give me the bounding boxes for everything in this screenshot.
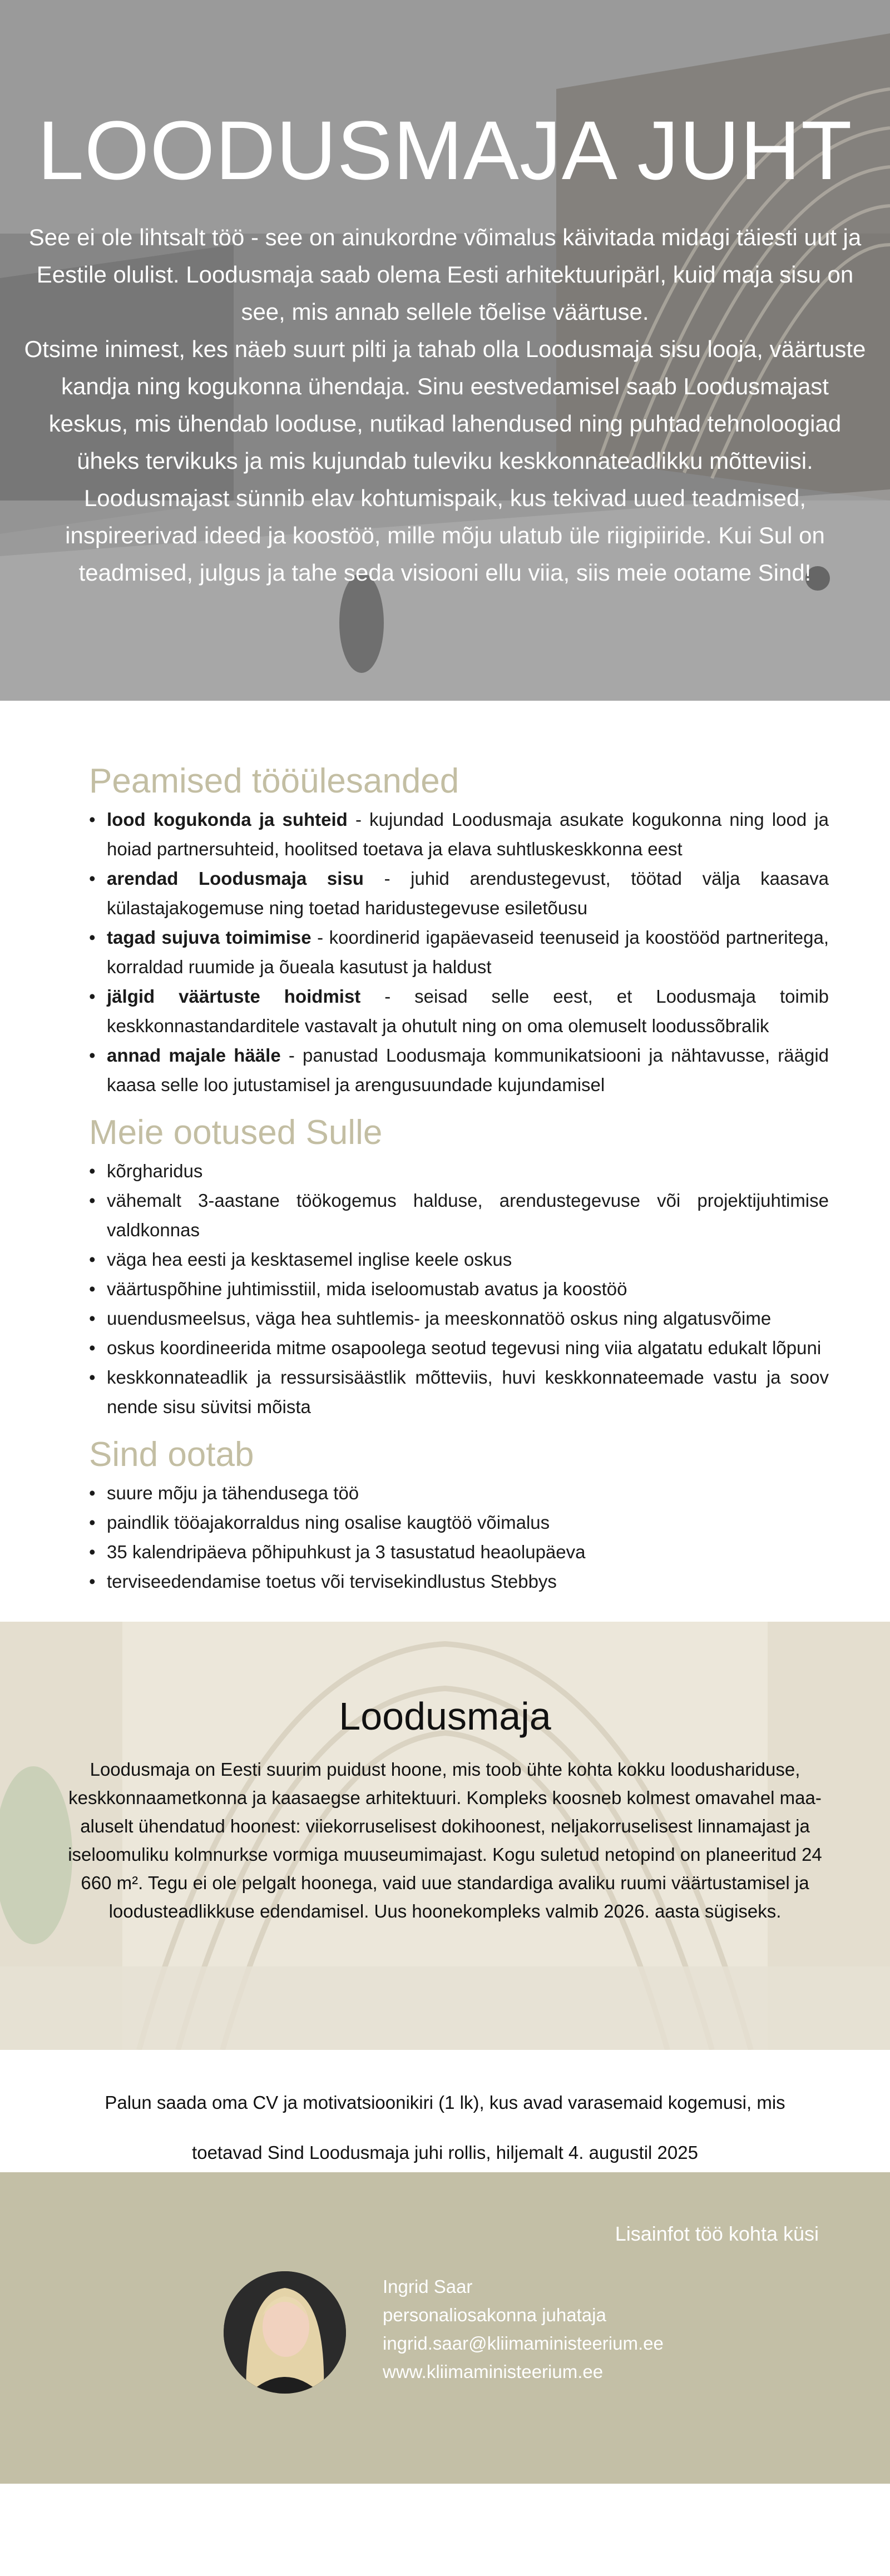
apply-line: Palun saada oma CV ja motivatsioonikiri (1 lk), kus avad varasemaid kogemusi, mis [105, 2092, 785, 2113]
list-item-label: arendad Loodusmaja sisu [107, 868, 364, 889]
list-item [89, 864, 829, 923]
contact-heading: Lisainfot töö kohta küsi [615, 2222, 819, 2245]
offer-section [89, 1421, 829, 1622]
hero-paragraph: See ei ole lihtsalt töö - see on ainukordne võimalus käivitada midagi täiesti uut ja Eestile olulist. Loodusmaja saab olema Eesti arhitektuuripärl, kuid maja sisu on see, mis annab sellele tõelise väärtuse. [28, 224, 862, 325]
hero-paragraph: Otsime inimest, kes näeb suurt pilti ja tahab olla Loodusmaja sisu looja, väärtuste kandja ning kogukonna ühendaja. Sinu eestvedamisel saab Loodusmajast keskus, mis ühendab looduse, nutikad lahendused ning puhtad tehnoloogiad üheks tervikuks ja mis kujundab tuleviku keskkonnateadlikku mõtteviisi. Loodusmajast sünnib elav kohtumispaik, kus tekivad uued teadmised, inspireerivad ideed ja koostöö, mille mõju ulatub üle riigipiiride. Kui Sul on teadmised, julgus ja tahe seda visiooni ellu viia, siis meie ootame Sind! [24, 336, 866, 586]
list-item-label: annad majale hääle [107, 1045, 281, 1066]
contact-email-link[interactable]: ingrid.saar@kliimaministeerium.ee [383, 2333, 664, 2354]
list-item [89, 923, 829, 982]
hero-intro [22, 219, 868, 591]
list-item-text: - koordinerid igapäevaseid teenuseid ja koostööd partneritega, korraldad ruumide ja õueala kasutust ja haldust [107, 927, 829, 977]
page-title: LOODUSMAJA JUHT [37, 103, 853, 197]
expectations-list [89, 1156, 829, 1421]
expectations-section [89, 1099, 829, 1421]
list-item-text: - kujundad Loodusmaja asukate kogukonna ning lood ja hoiad partnersuhteid, hoolitsed toetava ja elava suhtluskeskkonna eest [107, 809, 829, 859]
list-item [89, 982, 829, 1041]
list-item: • vähemalt 3-aastane töökogemus halduse, arendustegevuse või projektijuhtimise valdkonnas [89, 1186, 829, 1245]
list-item-text: - juhid arendustegevust, töötad välja kaasava külastajakogemuse ning toetad haridustegevuse esiletõusu [107, 868, 829, 918]
list-item: • paindlik tööajakorraldus ning osalise kaugtöö võimalus [89, 1508, 829, 1537]
contact-details [383, 2272, 664, 2386]
apply-line: toetavad Sind Loodusmaja juhi rollis, hiljemalt 4. augustil 2025 [192, 2142, 698, 2163]
list-item: • 35 kalendripäeva põhipuhkust ja 3 tasustatud heaolupäeva [89, 1537, 829, 1567]
section-title: Meie ootused Sulle [89, 1113, 383, 1152]
about-loodusmaja [0, 1622, 890, 2050]
list-item: • keskkonnateadlik ja ressursisäästlik mõtteviis, huvi keskkonnateemade vastu ja soov nende sisu süvitsi mõista [89, 1363, 829, 1421]
list-item: • väärtuspõhine juhtimisstiil, mida iseloomustab avatus ja koostöö [89, 1274, 829, 1304]
list-item: • uuendusmeelsus, väga hea suhtlemis- ja meeskonnatöö oskus ning algatusvõime [89, 1304, 829, 1333]
tasks-list [89, 805, 829, 1099]
list-item-text: - seisad selle eest, et Loodusmaja toimib keskkonnastandarditele vastavalt ja ohutult ning on oma olemuselt loodussõbralik [107, 986, 829, 1036]
contact-section [0, 2172, 890, 2484]
application-instructions [0, 2050, 890, 2172]
job-details [0, 701, 829, 1622]
list-item [89, 805, 829, 864]
list-item: • suure mõju ja tähendusega töö [89, 1478, 829, 1508]
about-text: Loodusmaja on Eesti suurim puidust hoone, mis toob ühte kohta kokku loodushariduse, keskkonnaametkonna ja kaasaegse arhitektuuri. Kompleks koosneb kolmest omavahel maa-aluselt ühendatud hoonest: viiekorruselisest dokihoonest, neljakorruselisest linnamajast ja iseloomuliku kolmnurkse vormiga muuseumimajast. Kogu suletud netopind on planeeritud 24 660 m². Tegu ei ole pelgalt hoonega, vaid uue standardiga avaliku ruumi väärtustamisel ja loodusteadlikkuse edendamisel. Uus hoonekompleks valmib 2026. aasta sügiseks. [68, 1759, 822, 1921]
list-item-text: - panustad Loodusmaja kommunikatsiooni ja nähtavusse, räägid kaasa selle loo jutustamisel ja arengusuundade kujundamisel [107, 1045, 829, 1095]
list-item: • oskus koordineerida mitme osapoolega seotud tegevusi ning viia algatatu edukalt lõpuni [89, 1333, 829, 1363]
portrait-photo [224, 2271, 346, 2394]
hero-content [0, 0, 890, 591]
section-title: Peamised tööülesanded [89, 762, 459, 800]
about-content [0, 1622, 890, 1925]
contact-role: personaliosakonna juhataja [383, 2305, 606, 2325]
offer-list [89, 1478, 829, 1596]
list-item: • kõrgharidus [89, 1156, 829, 1186]
list-item: • väga hea eesti ja kesktasemel inglise keele oskus [89, 1245, 829, 1274]
section-title: Sind ootab [89, 1435, 254, 1474]
list-item-label: jälgid väärtuste hoidmist [107, 986, 361, 1007]
list-item-label: lood kogukonda ja suhteid [107, 809, 348, 830]
tasks-section [89, 701, 829, 1099]
about-title: Loodusmaja [339, 1695, 551, 1738]
list-item: • terviseedendamise toetus või tervisekindlustus Stebbys [89, 1567, 829, 1596]
avatar [224, 2271, 346, 2394]
hero-banner [0, 0, 890, 701]
list-item [89, 1041, 829, 1099]
website-link[interactable]: www.kliimaministeerium.ee [383, 2361, 604, 2382]
list-item-label: tagad sujuva toimimise [107, 927, 312, 948]
contact-name: Ingrid Saar [383, 2276, 473, 2297]
